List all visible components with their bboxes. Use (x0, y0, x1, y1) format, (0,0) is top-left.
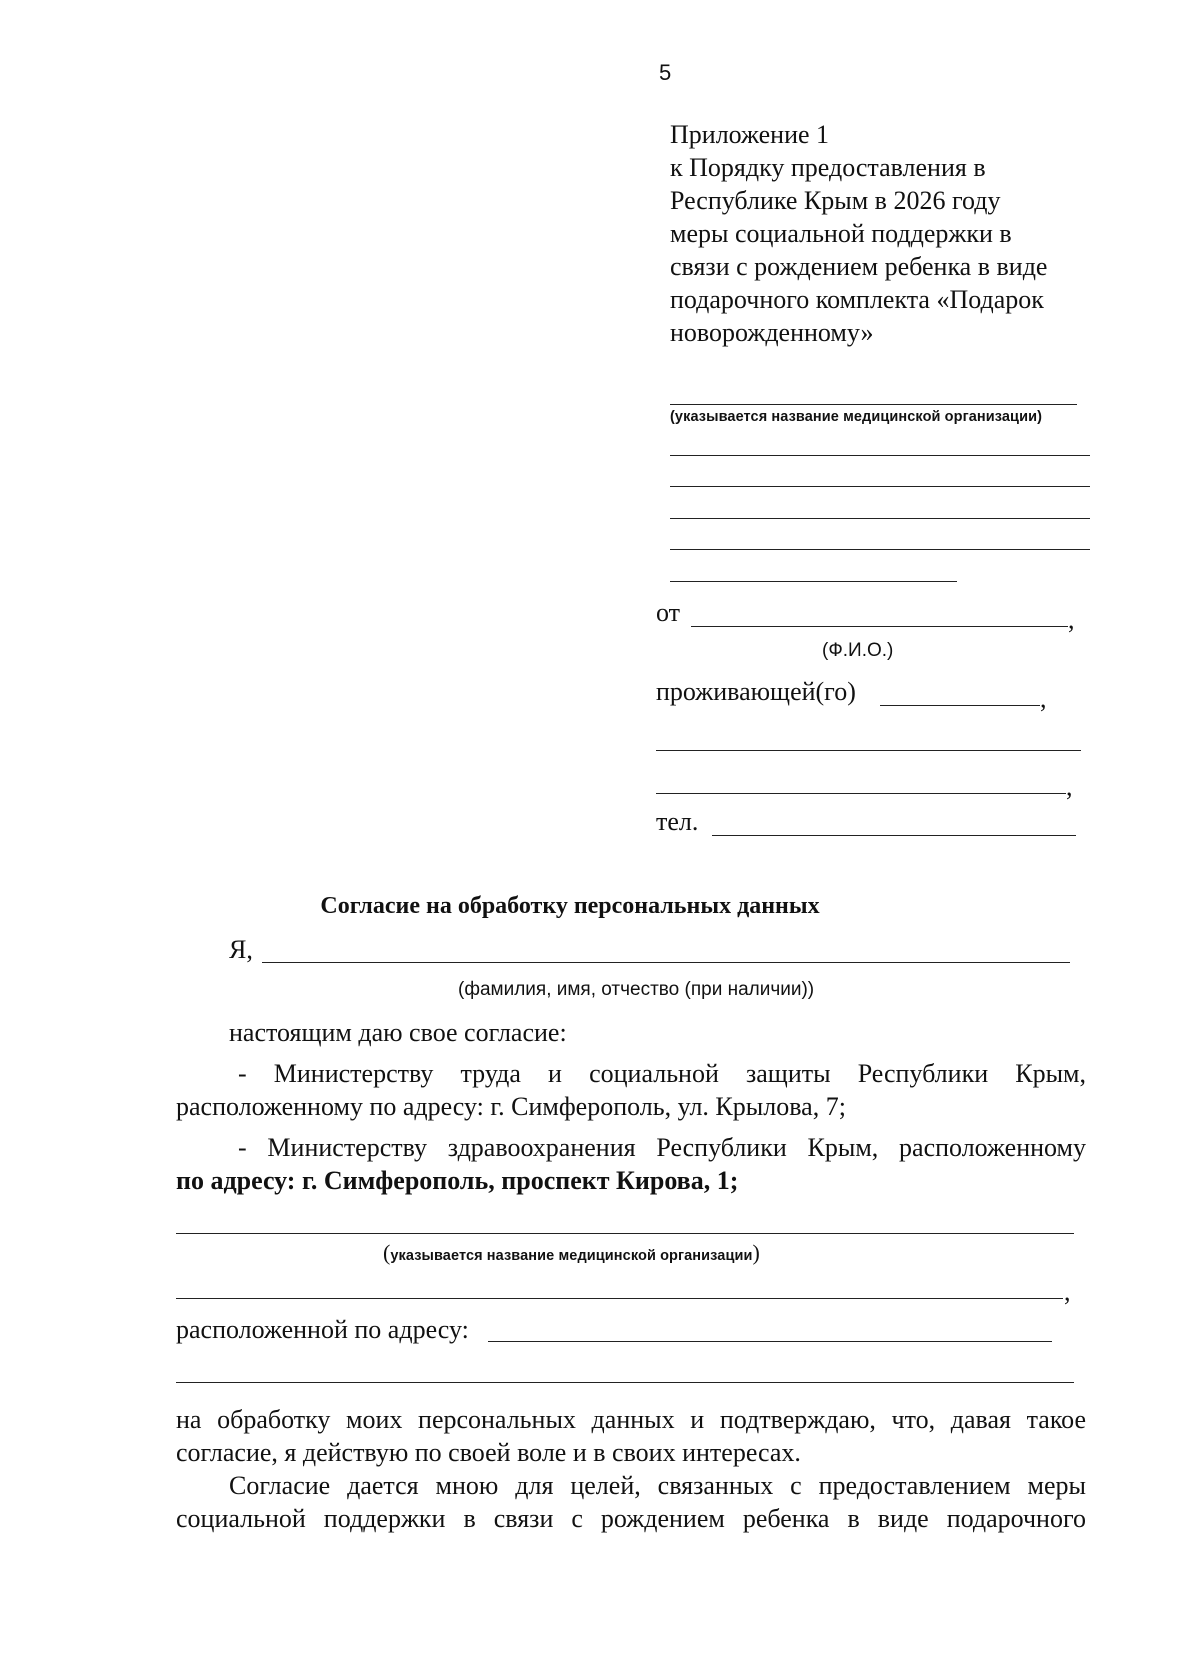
address-line[interactable] (656, 750, 1081, 751)
medical-org-name-caption (383, 1240, 760, 1266)
from-comma: , (1068, 605, 1075, 634)
recipient-labor-ministry-address: расположенному по адресу: г. Симферополь, ул. Крылова, 7; (176, 1092, 846, 1121)
blank-line[interactable] (670, 486, 1090, 487)
blank-line[interactable] (670, 581, 957, 582)
appendix-line: новорожденному» (670, 318, 874, 347)
appendix-line: меры социальной поддержки в (670, 219, 1012, 248)
fio-caption: (Ф.И.О.) (822, 640, 894, 661)
from-name-line[interactable] (691, 626, 1068, 627)
address-line[interactable] (656, 793, 1066, 794)
from-label: от (656, 598, 681, 627)
processing-consent-text-2: согласие, я действую по своей воле и в своих интересах. (176, 1438, 801, 1467)
appendix-line: связи с рождением ребенка в виде (670, 252, 1048, 281)
residing-label: проживающей(го) (656, 677, 856, 706)
phone-line[interactable] (712, 835, 1076, 836)
i-label: Я, (229, 935, 253, 964)
medical-org-name-line[interactable] (176, 1233, 1074, 1234)
blank-line[interactable] (670, 549, 1090, 550)
purpose-text: Согласие дается мною для целей, связанных с предоставлением меры (229, 1471, 1086, 1500)
caption-paren-open: ( (383, 1240, 391, 1265)
located-address-line[interactable] (488, 1341, 1052, 1342)
purpose-text-2: социальной поддержки в связи с рождением ребенка в виде подарочного (176, 1504, 1086, 1533)
full-name-line[interactable] (262, 962, 1070, 963)
appendix-reference (670, 118, 1130, 349)
medical-org-line[interactable] (670, 404, 1077, 405)
recipient-labor-ministry: - Министерству труда и социальной защиты Республики Крым, (238, 1059, 1086, 1088)
caption-paren-close: ) (752, 1240, 760, 1265)
recipient-health-ministry: - Министерству здравоохранения Республики Крым, расположенному (238, 1133, 1086, 1162)
blank-line[interactable] (670, 455, 1090, 456)
address-comma: , (1066, 772, 1073, 801)
recipient-health-ministry-address: по адресу: г. Симферополь, проспект Кирова, 1; (176, 1166, 739, 1195)
located-label: расположенной по адресу: (176, 1315, 469, 1344)
full-name-caption: (фамилия, имя, отчество (при наличии)) (458, 979, 815, 1000)
appendix-line: Приложение 1 (670, 120, 830, 149)
medical-org-comma: , (1064, 1277, 1071, 1306)
consent-intro: настоящим даю свое согласие: (229, 1018, 567, 1047)
consent-title: Согласие на обработку персональных данных (320, 893, 820, 919)
processing-consent-text: на обработку моих персональных данных и подтверждаю, что, давая такое (176, 1405, 1086, 1434)
appendix-line: Республике Крым в 2026 году (670, 186, 1001, 215)
caption-text: указывается название медицинской организации (390, 1248, 753, 1264)
residing-line[interactable] (880, 705, 1040, 706)
medical-org-caption: (указывается название медицинской организации) (670, 409, 1043, 425)
appendix-line: подарочного комплекта «Подарок (670, 285, 1044, 314)
blank-line[interactable] (670, 518, 1090, 519)
phone-label: тел. (656, 807, 699, 836)
page-number: 5 (659, 60, 672, 85)
residing-comma: , (1040, 684, 1047, 713)
medical-org-name-line-2[interactable] (176, 1298, 1063, 1299)
appendix-line: к Порядку предоставления в (670, 153, 986, 182)
located-address-line-2[interactable] (176, 1382, 1074, 1383)
